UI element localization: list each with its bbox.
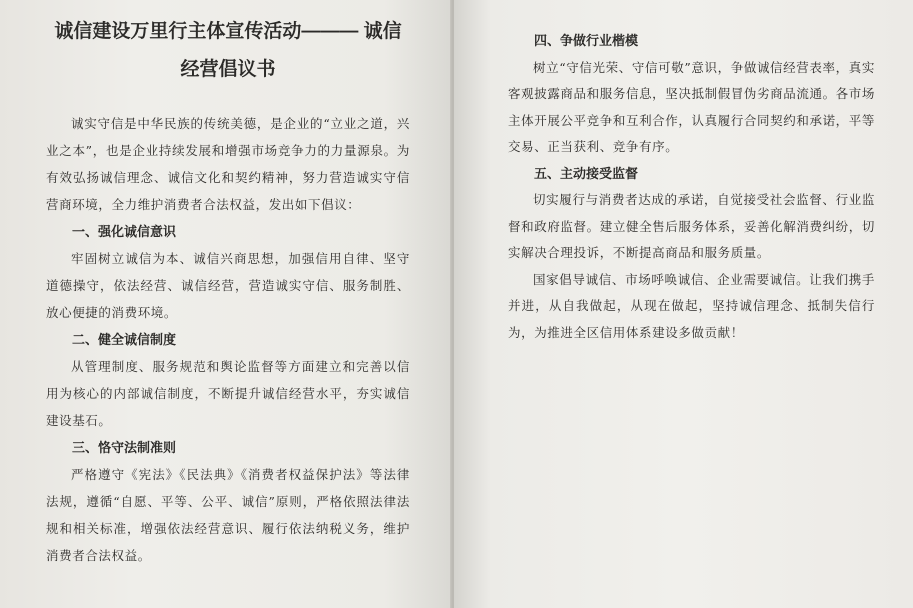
section-heading-1: 一、强化诚信意识 — [72, 224, 177, 239]
left-page — [0, 0, 452, 608]
document-title — [46, 20, 410, 82]
section-heading-2: 二、健全诚信制度 — [72, 332, 177, 347]
section-body-5: 切实履行与消费者达成的承诺，自觉接受社会监督、行业监督和政府监督。建立健全售后服务体系，妥善化解消费纠纷，切实解决合理投诉，不断提高商品和服务质量。 — [508, 192, 875, 260]
closing-paragraph: 国家倡导诚信、市场呼唤诚信、企业需要诚信。让我们携手并进，从自我做起，从现在做起，坚持诚信理念、抵制失信行为，为推进全区信用体系建设多做贡献！ — [508, 271, 875, 340]
section-heading-5: 五、主动接受监督 — [534, 165, 639, 181]
intro-paragraph: 诚实守信是中华民族的传统美德，是企业的“立业之道，兴业之本”，也是企业持续发展和增强市场竞争力的力量源泉。为有效弘扬诚信理念、诚信文化和契约精神，努力营造诚实守信营商环境，全力维护消费者合法权益，发出如下倡议： — [46, 116, 410, 212]
section-body-3: 严格遵守《宪法》《民法典》《消费者权益保护法》等法律法规，遵循“自愿、平等、公平、诚信”原则，严格依照法律法规和相关标准，增强依法经营意识、履行依法纳税义务，维护消费者合法权益。 — [46, 467, 410, 563]
section-body-2: 从管理制度、服务规范和舆论监督等方面建立和完善以信用为核心的内部诚信制度，不断提升诚信经营水平，夯实诚信建设基石。 — [46, 359, 410, 428]
title-line-1: 诚信建设万里行主体宣传活动——— 诚信 — [54, 21, 402, 42]
section-heading-4: 四、争做行业楷模 — [534, 33, 639, 48]
title-line-2: 经营倡议书 — [180, 59, 276, 80]
section-heading-3: 三、恪守法制准则 — [72, 440, 177, 455]
section-body-1: 牢固树立诚信为本、诚信兴商思想，加强信用自律、坚守道德操守，依法经营、诚信经营，营造诚实守信、服务制胜、放心便捷的消费环境。 — [46, 251, 410, 320]
section-body-4: 树立“守信光荣、守信可敬”意识，争做诚信经营表率，真实客观披露商品和服务信息，坚决抵制假冒伪劣商品流通。各市场主体开展公平竞争和互利合作，认真履行合同契约和承诺，平等交易、正当获利、竞争有序。 — [508, 59, 875, 154]
right-page — [454, 0, 913, 608]
